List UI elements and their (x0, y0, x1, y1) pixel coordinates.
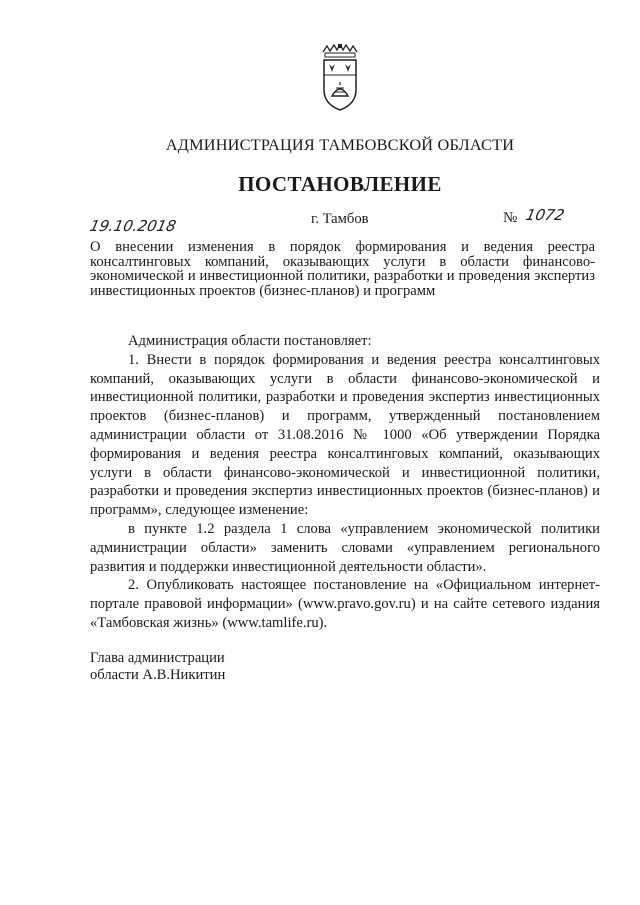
intro-paragraph: Администрация области постановляет: (128, 333, 372, 349)
document-type-title: ПОСТАНОВЛЕНИЕ (238, 172, 442, 196)
paragraph-1: 1. Внести в порядок формирования и ведения реестра консалтинговых компаний, оказывающих услуги в области финансово-экономической и инвестиционной политики, разработки и проведения экспертиз инвестиционных проектов (бизнес-планов) и программ, утвержденный постановлением администрации области от 31.08.2016 № 1000 «Об утверждении Порядка формирования и ведения реестра консалтинговых компаний, оказывающих услуги в области финансово-экономической и инвестиционной политики, разработки и проведения экспертиз инвестиционных проектов (бизнес-планов) и программ», следующее изменение: (90, 351, 600, 519)
organization-title: АДМИНИСТРАЦИЯ ТАМБОВСКОЙ ОБЛАСТИ (165, 135, 515, 154)
signature-name: области А.В.Никитин (90, 666, 226, 683)
document-date: 19.10.2018 (88, 217, 178, 235)
paragraph-1-detail: в пункте 1.2 раздела 1 слова «управлением экономической политики администрации области» заменить словами «управлением регионального развития и поддержки инвестиционной деятельности области». (90, 520, 600, 575)
signature-block (90, 650, 225, 683)
city-label: г. Тамбов (311, 211, 369, 227)
tambov-region-coat-of-arms-icon (319, 44, 361, 114)
document-number: 1072 (524, 206, 567, 224)
signature-title: Глава администрации (90, 650, 225, 666)
document-subject: О внесении изменения в порядок формирования и ведения реестра консалтинговых компаний, оказывающих услуги в области финансово-экономической и инвестиционной политики, разработки и проведения экспертиз инвестиционных проектов (бизнес-планов) и программ (90, 239, 595, 299)
number-sign: № (503, 210, 518, 226)
document-body (90, 332, 600, 633)
paragraph-2: 2. Опубликовать настоящее постановление на «Официальном интернет-портале правовой информации» (www.pravo.gov.ru) и на сайте сетевого издания «Тамбовская жизнь» (www.tamlife.ru). (90, 577, 600, 631)
